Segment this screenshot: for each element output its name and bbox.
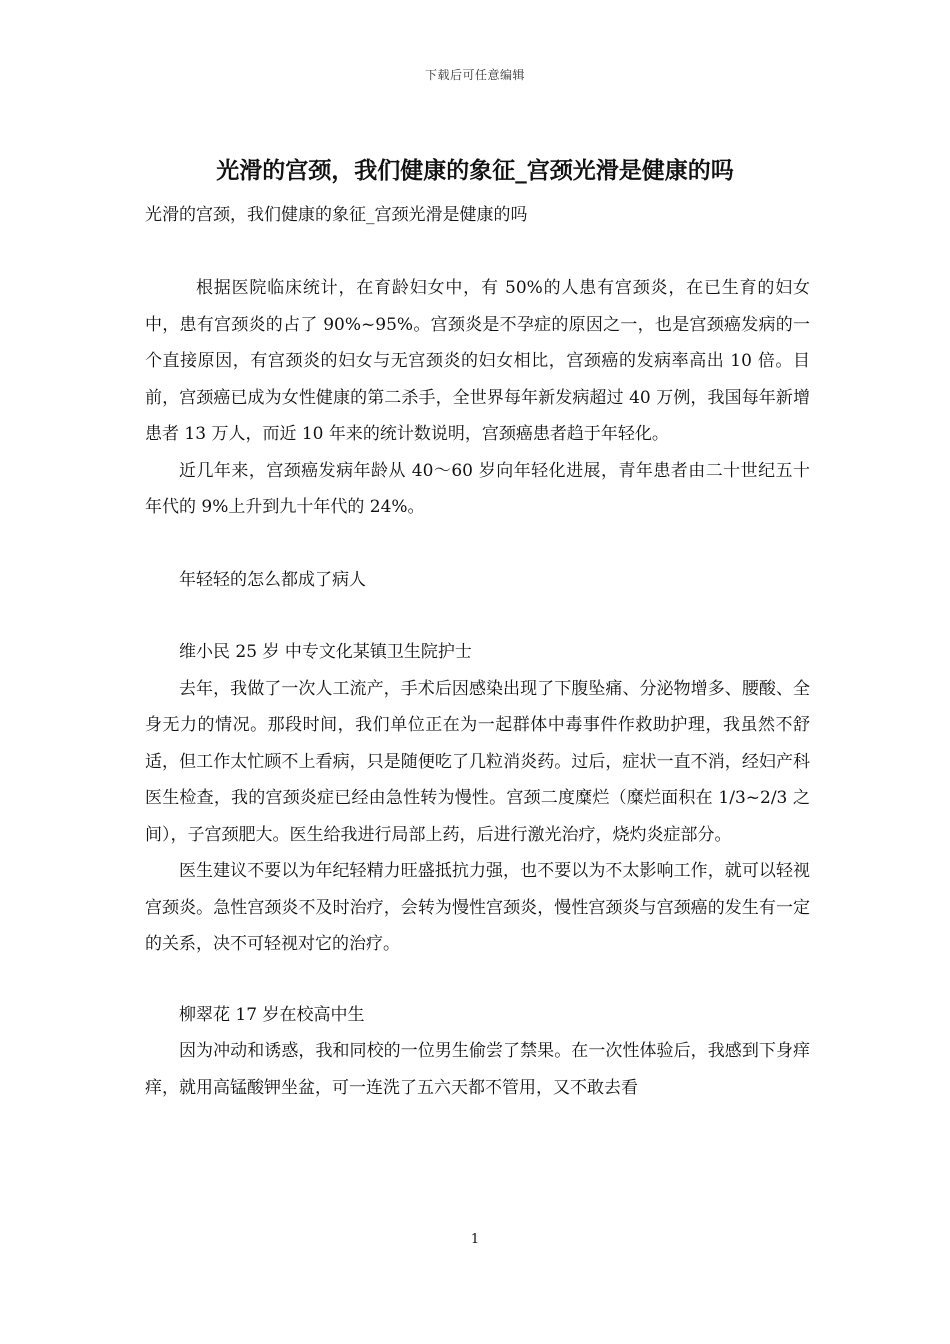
paragraph-spacer	[145, 963, 810, 997]
body-paragraph-doctor-advice: 医生建议不要以为年纪轻精力旺盛抵抗力强，也不要以为不太影响工作，就可以轻视宫颈炎。急性宫颈炎不及时治疗，会转为慢性宫颈炎，慢性宫颈炎与宫颈癌的发生有一定的关系，决不可轻视对它的治疗。	[145, 861, 810, 954]
paragraph-spacer	[145, 598, 810, 634]
section-heading: 年轻轻的怎么都成了病人	[179, 569, 366, 590]
document-title: 光滑的宫颈，我们健康的象征_宫颈光滑是健康的吗	[216, 158, 734, 184]
body-paragraph-case-2: 因为冲动和诱惑，我和同校的一位男生偷尝了禁果。在一次性体验后，我感到下身痒痒，就用高锰酸钾坐盆，可一连洗了五六天都不管用，又不敢去看	[145, 1041, 810, 1098]
case-heading-1: 维小民 25 岁 中专文化某镇卫生院护士	[179, 642, 472, 662]
page-header-note: 下载后可任意编辑	[424, 68, 525, 82]
body-paragraph-statistics: 根据医院临床统计，在育龄妇女中，有 50%的人患有宫颈炎，在已生育的妇女中，患有宫颈炎的占了 90%~95%。宫颈炎是不孕症的原因之一，也是宫颈癌发病的一个直接原因，有宫颈炎的妇女与无宫颈炎的妇女相比，宫颈癌的发病率高出 10 倍。目前，宫颈癌已成为女性健康的第二杀手，全世界每年新发病超过 40 万例，我国每年新增患者 13 万人，而近 10 年来的统计数说明，宫颈癌患者趋于年轻化。	[145, 278, 810, 444]
page-number: 1	[470, 1232, 480, 1247]
document-body	[145, 270, 810, 1106]
document-subtitle: 光滑的宫颈，我们健康的象征_宫颈光滑是健康的吗	[145, 205, 528, 225]
paragraph-spacer	[145, 526, 810, 562]
body-paragraph-case-1: 去年，我做了一次人工流产，手术后因感染出现了下腹坠痛、分泌物增多、腰酸、全身无力的情况。那段时间，我们单位正在为一起群体中毒事件作救助护理，我虽然不舒适，但工作太忙顾不上看病，只是随便吃了几粒消炎药。过后，症状一直不消，经妇产科医生检查，我的宫颈炎症已经由急性转为慢性。宫颈二度糜烂（糜烂面积在 1/3~2/3 之间），子宫颈肥大。医生给我进行局部上药，后进行激光治疗，烧灼炎症部分。	[145, 678, 810, 845]
body-paragraph-age-trend: 近几年来，宫颈癌发病年龄从 40～60 岁向年轻化进展，青年患者由二十世纪五十年代的 9%上升到九十年代的 24%。	[145, 460, 810, 517]
case-heading-2: 柳翠花 17 岁在校高中生	[179, 1004, 365, 1025]
